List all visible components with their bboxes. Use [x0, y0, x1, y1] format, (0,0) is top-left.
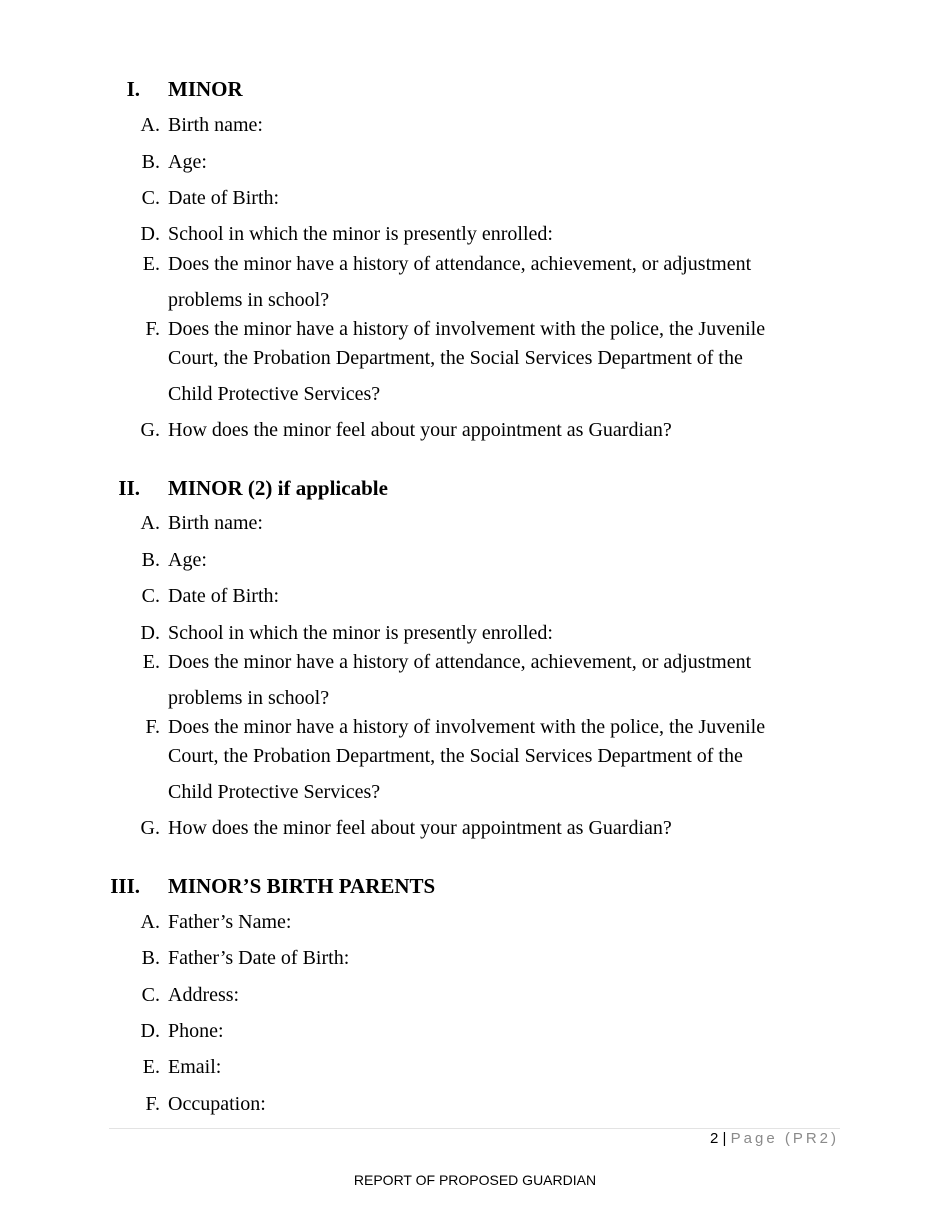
item-letter: D.: [140, 622, 160, 644]
item-text: Does the minor have a history of involvement with the police, the Juvenile: [168, 716, 766, 738]
item-letter: C.: [141, 984, 160, 1006]
item-text: Child Protective Services?: [168, 781, 381, 803]
item-text: problems in school?: [168, 687, 330, 709]
item-letter: B.: [141, 549, 160, 571]
item-letter: E.: [142, 651, 160, 673]
item-text: Does the minor have a history of attendance, achievement, or adjustment: [168, 651, 752, 673]
page-number-separator: |: [722, 1130, 727, 1147]
item-text: Address:: [168, 984, 240, 1006]
document-title: REPORT OF PROPOSED GUARDIAN: [353, 1172, 597, 1188]
item-letter: D.: [140, 223, 160, 245]
item-text: Age:: [168, 151, 207, 173]
item-letter: A.: [140, 911, 160, 933]
item-text: Birth name:: [168, 114, 263, 136]
item-letter: C.: [141, 585, 160, 607]
item-letter: A.: [140, 512, 160, 534]
item-text: Court, the Probation Department, the Social Services Department of the: [168, 745, 743, 767]
section-title: MINOR (2) if applicable: [168, 476, 388, 500]
item-text: Birth name:: [168, 512, 263, 534]
item-text: How does the minor feel about your appointment as Guardian?: [168, 817, 672, 839]
item-text: Date of Birth:: [168, 187, 280, 209]
item-text: problems in school?: [168, 289, 330, 311]
item-text: Does the minor have a history of attendance, achievement, or adjustment: [168, 253, 752, 275]
section-numeral: II.: [118, 476, 140, 500]
section-title: MINOR’S BIRTH PARENTS: [168, 874, 436, 898]
item-letter: C.: [141, 187, 160, 209]
item-text: Father’s Name:: [168, 911, 292, 933]
item-text: Date of Birth:: [168, 585, 280, 607]
item-text: Email:: [168, 1056, 222, 1078]
item-letter: D.: [140, 1020, 160, 1042]
item-text: How does the minor feel about your appointment as Guardian?: [168, 419, 672, 441]
item-text: School in which the minor is presently enrolled:: [168, 223, 553, 245]
item-letter: E.: [142, 1056, 160, 1078]
item-text: Father’s Date of Birth:: [168, 947, 350, 969]
item-text: Occupation:: [168, 1093, 266, 1115]
item-letter: F.: [145, 1093, 160, 1115]
page-number-value: 2: [710, 1130, 719, 1147]
section-title: MINOR: [168, 77, 243, 101]
page-number: [710, 1130, 839, 1147]
item-letter: G.: [140, 817, 160, 839]
page-label: Page (PR2): [730, 1130, 839, 1147]
item-letter: G.: [140, 419, 160, 441]
section-numeral: I.: [126, 77, 140, 101]
item-text: Age:: [168, 549, 207, 571]
footer-divider: [109, 1128, 840, 1129]
item-letter: E.: [142, 253, 160, 275]
item-text: Court, the Probation Department, the Social Services Department of the: [168, 347, 743, 369]
item-text: Child Protective Services?: [168, 383, 381, 405]
item-letter: B.: [141, 947, 160, 969]
item-text: Does the minor have a history of involvement with the police, the Juvenile: [168, 318, 766, 340]
item-letter: F.: [145, 318, 160, 340]
item-text: Phone:: [168, 1020, 224, 1042]
item-text: School in which the minor is presently enrolled:: [168, 622, 553, 644]
item-letter: B.: [141, 151, 160, 173]
item-letter: A.: [140, 114, 160, 136]
section-numeral: III.: [110, 874, 140, 898]
item-letter: F.: [145, 716, 160, 738]
